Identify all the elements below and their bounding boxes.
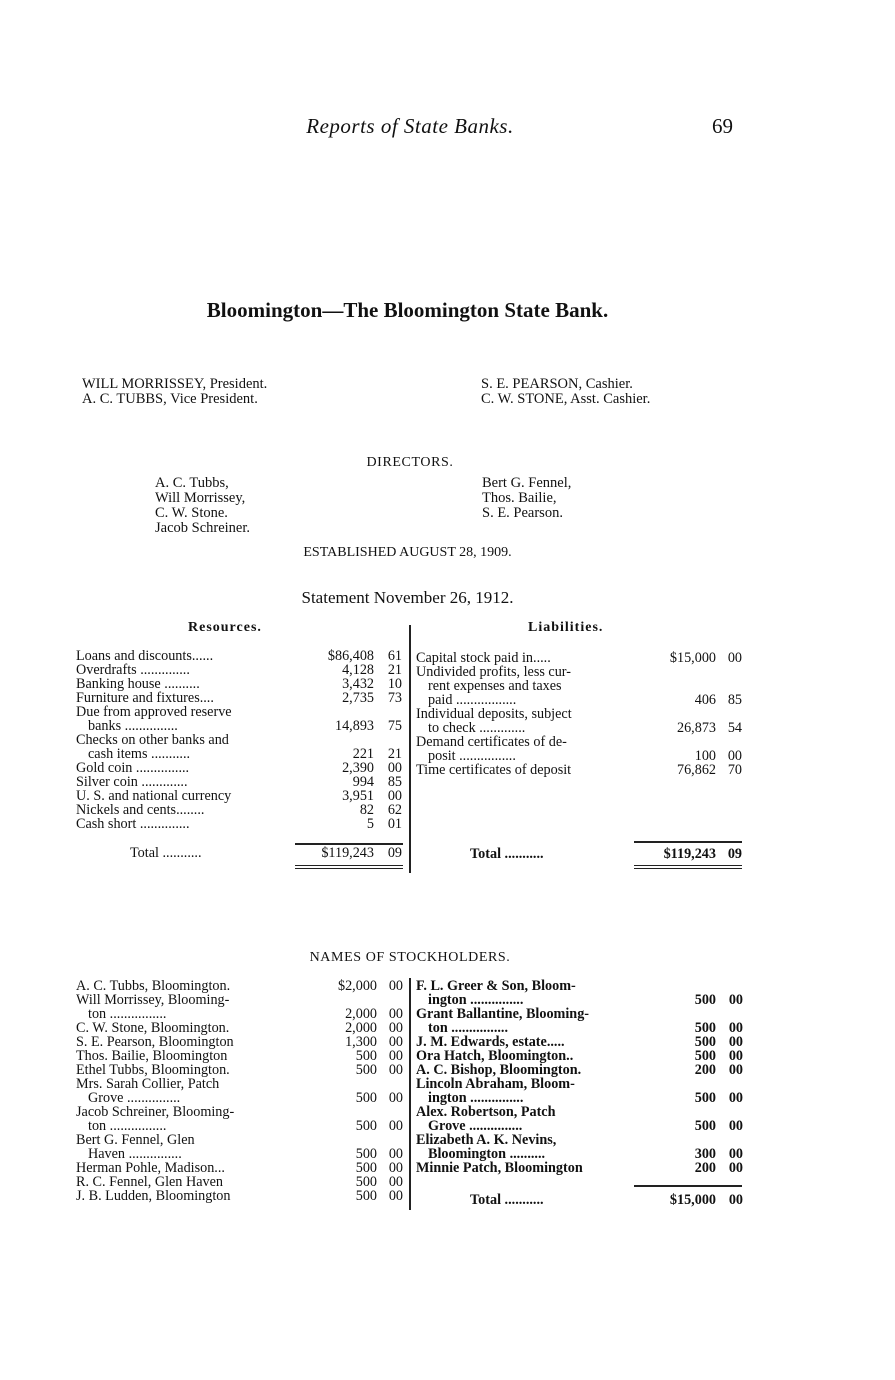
row-label: Checks on other banks and: [76, 732, 229, 748]
amount-dollars: $15,000: [669, 650, 716, 666]
directors-left: [155, 476, 250, 536]
amount-cents: 00: [388, 978, 403, 994]
amount-dollars: 2,735: [342, 690, 374, 706]
amount-dollars: 500: [355, 1188, 377, 1204]
amount-cents: 00: [727, 748, 742, 764]
amount-cents: 75: [387, 718, 402, 734]
director-name: Will Morrissey,: [155, 490, 246, 506]
established-line: ESTABLISHED AUGUST 28, 1909.: [303, 545, 512, 560]
row-label: Herman Pohle, Madison...: [76, 1160, 225, 1176]
row-label: Minnie Patch, Bloomington: [416, 1160, 583, 1176]
amount-dollars: 3,951: [342, 788, 374, 804]
bank-title: Bloomington—The Bloomington State Bank.: [206, 298, 609, 322]
total-dollars: $119,243: [321, 845, 374, 861]
amount-cents: 00: [728, 1048, 743, 1064]
row-label: Ethel Tubbs, Bloomington.: [76, 1062, 230, 1078]
row-label: Due from approved reserve: [76, 704, 232, 720]
amount-dollars: 82: [359, 802, 374, 818]
amount-cents: 61: [387, 648, 402, 664]
amount-dollars: 500: [355, 1146, 377, 1162]
row-label: S. E. Pearson, Bloomington: [76, 1034, 234, 1050]
total-label: Total ...........: [470, 1192, 544, 1208]
row-label: Grant Ballantine, Blooming-: [416, 1006, 590, 1022]
director-name: Jacob Schreiner.: [155, 520, 251, 536]
row-label: Haven ...............: [88, 1146, 182, 1162]
amount-cents: 00: [728, 992, 743, 1008]
director-name: Bert G. Fennel,: [482, 475, 572, 491]
row-label: A. C. Bishop, Bloomington.: [416, 1062, 582, 1078]
amount-dollars: 100: [694, 748, 716, 764]
total-dollars: $15,000: [669, 1192, 716, 1208]
total-cents: 09: [727, 846, 742, 862]
page-number: 69: [712, 114, 733, 138]
amount-dollars: 14,893: [334, 718, 374, 734]
directors-right: [482, 476, 571, 521]
liabilities-heading: Liabilities.: [528, 620, 604, 635]
row-label: F. L. Greer & Son, Bloom-: [416, 978, 576, 994]
row-label: J. M. Edwards, estate.....: [416, 1034, 565, 1050]
amount-dollars: 2,000: [345, 1006, 377, 1022]
officer-line: WILL MORRISSEY, President.: [82, 376, 268, 392]
row-label: paid .................: [428, 692, 517, 708]
resources-total-rule: [295, 843, 403, 845]
amount-dollars: 500: [355, 1160, 377, 1176]
row-label: Furniture and fixtures....: [76, 690, 214, 706]
row-label: Banking house ..........: [76, 676, 200, 692]
row-label: Silver coin .............: [76, 774, 188, 790]
directors-heading: DIRECTORS.: [366, 455, 454, 470]
amount-cents: 00: [388, 1034, 403, 1050]
amount-cents: 00: [728, 1118, 743, 1134]
row-label: Capital stock paid in.....: [416, 650, 551, 666]
amount-dollars: 500: [694, 1048, 716, 1064]
amount-cents: 00: [388, 1118, 403, 1134]
row-label: Thos. Bailie, Bloomington: [76, 1048, 228, 1064]
amount-dollars: 500: [355, 1118, 377, 1134]
officers-right: [481, 377, 650, 407]
amount-cents: 00: [388, 1188, 403, 1204]
row-label: Time certificates of deposit: [416, 762, 572, 778]
amount-cents: 85: [727, 692, 742, 708]
amount-cents: 00: [388, 1146, 403, 1162]
amount-cents: 00: [388, 1174, 403, 1190]
liabilities-double-rule: [634, 865, 742, 869]
officers-left: [82, 377, 267, 407]
amount-dollars: 221: [352, 746, 374, 762]
row-label: R. C. Fennel, Glen Haven: [76, 1174, 223, 1190]
director-name: C. W. Stone.: [155, 505, 228, 521]
row-label: Jacob Schreiner, Blooming-: [76, 1104, 235, 1120]
amount-cents: 00: [388, 1090, 403, 1106]
amount-dollars: 3,432: [342, 676, 374, 692]
amount-cents: 00: [728, 1146, 743, 1162]
row-label: to check .............: [428, 720, 526, 736]
amount-dollars: $2,000: [337, 978, 377, 994]
row-label: posit ................: [428, 748, 516, 764]
amount-cents: 00: [728, 1090, 743, 1106]
row-label: Ora Hatch, Bloomington..: [416, 1048, 574, 1064]
amount-dollars: 4,128: [342, 662, 374, 678]
row-label: Grove ...............: [428, 1118, 523, 1134]
resources-double-rule: [295, 865, 403, 869]
amount-cents: 00: [388, 1160, 403, 1176]
statement-title: Statement November 26, 1912.: [301, 588, 514, 607]
amount-cents: 01: [387, 816, 402, 832]
amount-dollars: $86,408: [327, 648, 374, 664]
row-label: cash items ...........: [88, 746, 191, 762]
amount-cents: 00: [388, 1062, 403, 1078]
stockholders-divider: [409, 978, 411, 1210]
amount-cents: 70: [727, 762, 742, 778]
row-label: ton ................: [88, 1006, 167, 1022]
amount-dollars: 76,862: [676, 762, 716, 778]
row-label: Demand certificates of de-: [416, 734, 567, 750]
amount-dollars: 500: [355, 1048, 377, 1064]
amount-dollars: 500: [694, 1020, 716, 1036]
row-label: Overdrafts ..............: [76, 662, 190, 678]
director-name: Thos. Bailie,: [482, 490, 557, 506]
amount-cents: 62: [387, 802, 402, 818]
row-label: Gold coin ...............: [76, 760, 190, 776]
amount-dollars: 500: [694, 1034, 716, 1050]
row-label: ton ................: [428, 1020, 509, 1036]
row-label: Will Morrissey, Blooming-: [76, 992, 230, 1008]
row-label: Mrs. Sarah Collier, Patch: [76, 1076, 220, 1092]
resources-heading: Resources.: [188, 620, 262, 635]
amount-cents: 73: [387, 690, 402, 706]
row-label: ton ................: [88, 1118, 167, 1134]
amount-cents: 00: [728, 1020, 743, 1036]
row-label: Bloomington ..........: [428, 1146, 546, 1162]
row-label: Elizabeth A. K. Nevins,: [416, 1132, 557, 1148]
row-label: Undivided profits, less cur-: [416, 664, 571, 680]
amount-cents: 00: [728, 1034, 743, 1050]
amount-cents: 00: [387, 788, 402, 804]
row-label: ington ...............: [428, 992, 524, 1008]
amount-cents: 54: [727, 720, 742, 736]
amount-cents: 10: [387, 676, 402, 692]
row-label: Individual deposits, subject: [416, 706, 572, 722]
amount-cents: 21: [387, 746, 402, 762]
row-label: Cash short ..............: [76, 816, 190, 832]
row-label: rent expenses and taxes: [428, 678, 562, 694]
amount-cents: 00: [387, 760, 402, 776]
officer-line: S. E. PEARSON, Cashier.: [481, 376, 633, 392]
amount-cents: 00: [727, 650, 742, 666]
total-cents: 09: [387, 845, 402, 861]
amount-cents: 00: [388, 1020, 403, 1036]
amount-dollars: 500: [355, 1090, 377, 1106]
row-label: A. C. Tubbs, Bloomington.: [76, 978, 231, 994]
amount-dollars: 200: [694, 1062, 716, 1078]
statement-divider: [409, 625, 411, 873]
amount-dollars: 300: [694, 1146, 716, 1162]
amount-dollars: 500: [694, 992, 716, 1008]
amount-dollars: 1,300: [345, 1034, 377, 1050]
amount-dollars: 5: [366, 816, 374, 832]
row-label: Loans and discounts......: [76, 648, 214, 664]
row-label: Grove ...............: [88, 1090, 181, 1106]
director-name: S. E. Pearson.: [482, 505, 563, 521]
amount-dollars: 500: [355, 1062, 377, 1078]
amount-cents: 00: [728, 1160, 743, 1176]
amount-dollars: 994: [352, 774, 374, 790]
running-title: Reports of State Banks.: [306, 114, 514, 138]
row-label: C. W. Stone, Bloomington.: [76, 1020, 230, 1036]
total-cents: 00: [728, 1192, 743, 1208]
liabilities-total-rule: [634, 841, 742, 843]
row-label: Nickels and cents........: [76, 802, 205, 818]
amount-dollars: 2,000: [345, 1020, 377, 1036]
row-label: J. B. Ludden, Bloomington: [76, 1188, 231, 1204]
amount-cents: 00: [388, 1048, 403, 1064]
total-label: Total ...........: [130, 845, 202, 861]
amount-cents: 00: [388, 1006, 403, 1022]
amount-dollars: 500: [694, 1090, 716, 1106]
amount-dollars: 406: [694, 692, 716, 708]
amount-dollars: 500: [355, 1174, 377, 1190]
director-name: A. C. Tubbs,: [155, 475, 229, 491]
row-label: ington ...............: [428, 1090, 524, 1106]
row-label: Alex. Robertson, Patch: [416, 1104, 556, 1120]
row-label: Bert G. Fennel, Glen: [76, 1132, 195, 1148]
officer-line: C. W. STONE, Asst. Cashier.: [481, 391, 651, 407]
stockholders-total-rule: [634, 1185, 742, 1187]
total-label: Total ...........: [470, 846, 544, 862]
amount-cents: 85: [387, 774, 402, 790]
total-dollars: $119,243: [663, 846, 716, 862]
officer-line: A. C. TUBBS, Vice President.: [82, 391, 258, 407]
amount-cents: 21: [387, 662, 402, 678]
row-label: Lincoln Abraham, Bloom-: [416, 1076, 575, 1092]
row-label: banks ...............: [88, 718, 178, 734]
amount-dollars: 500: [694, 1118, 716, 1134]
stockholders-heading: NAMES OF STOCKHOLDERS.: [309, 950, 511, 965]
amount-dollars: 2,390: [342, 760, 374, 776]
amount-dollars: 26,873: [676, 720, 716, 736]
amount-cents: 00: [728, 1062, 743, 1078]
row-label: U. S. and national currency: [76, 788, 232, 804]
amount-dollars: 200: [694, 1160, 716, 1176]
